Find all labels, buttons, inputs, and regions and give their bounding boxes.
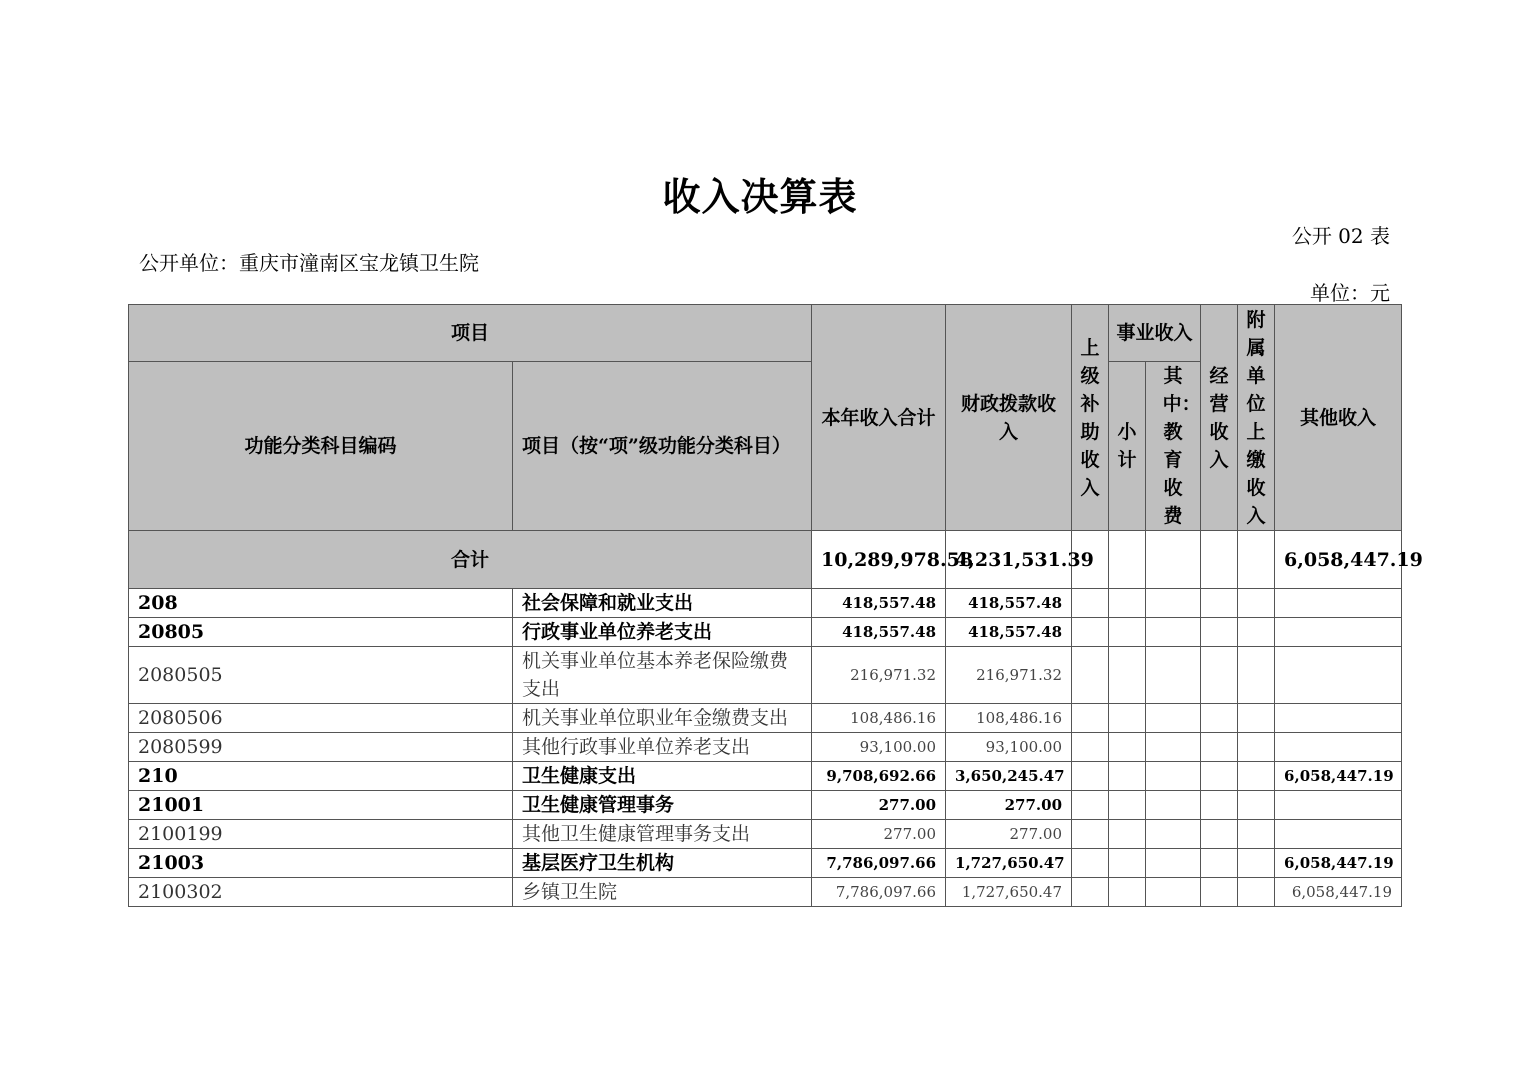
item-name-cell: 社会保障和就业支出 (513, 589, 812, 618)
other-income-cell: 6,058,447.19 (1275, 878, 1402, 907)
item-name-cell: 卫生健康支出 (513, 762, 812, 791)
subtotal-cell (1109, 878, 1146, 907)
subtotal-cell (1109, 618, 1146, 647)
subtotal-cell (1109, 820, 1146, 849)
code-cell: 2080506 (129, 704, 513, 733)
header-fiscal: 财政拨款收入 (946, 305, 1072, 531)
table-row (129, 647, 1402, 704)
superior-subsidy-cell (1072, 762, 1109, 791)
total-education-fee (1146, 531, 1201, 589)
other-income-cell (1275, 733, 1402, 762)
item-name-cell: 机关事业单位职业年金缴费支出 (513, 704, 812, 733)
education-fee-cell (1146, 704, 1201, 733)
operating-cell (1201, 647, 1238, 704)
other-income-cell (1275, 820, 1402, 849)
code-cell: 2080599 (129, 733, 513, 762)
other-income-cell (1275, 589, 1402, 618)
fiscal-cell: 3,650,245.47 (946, 762, 1072, 791)
subtotal-cell (1109, 589, 1146, 618)
affiliated-cell (1238, 618, 1275, 647)
code-cell: 2100199 (129, 820, 513, 849)
other-income-cell (1275, 791, 1402, 820)
superior-subsidy-cell (1072, 704, 1109, 733)
fiscal-cell: 1,727,650.47 (946, 849, 1072, 878)
fiscal-cell: 108,486.16 (946, 704, 1072, 733)
subtotal-cell (1109, 733, 1146, 762)
operating-cell (1201, 762, 1238, 791)
fiscal-cell: 277.00 (946, 791, 1072, 820)
table-row (129, 820, 1402, 849)
other-income-cell (1275, 618, 1402, 647)
total-label: 合计 (129, 531, 812, 589)
subtotal-cell (1109, 647, 1146, 704)
total-affiliated (1238, 531, 1275, 589)
table-row (129, 849, 1402, 878)
header-education-fee: 其中：教育收费 (1146, 362, 1201, 531)
operating-cell (1201, 878, 1238, 907)
total-other-value: 6,058,447.19 (1275, 531, 1402, 589)
operating-cell (1201, 589, 1238, 618)
header-business-income: 事业收入 (1109, 305, 1201, 362)
total-income-cell: 9,708,692.66 (812, 762, 946, 791)
education-fee-cell (1146, 762, 1201, 791)
affiliated-cell (1238, 647, 1275, 704)
education-fee-cell (1146, 733, 1201, 762)
education-fee-cell (1146, 849, 1201, 878)
page-title: 收入决算表 (662, 174, 858, 219)
total-income-cell: 7,786,097.66 (812, 878, 946, 907)
education-fee-cell (1146, 589, 1201, 618)
table-row (129, 618, 1402, 647)
item-name-cell: 行政事业单位养老支出 (513, 618, 812, 647)
table-row (129, 733, 1402, 762)
table-row (129, 762, 1402, 791)
total-subtotal (1109, 531, 1146, 589)
other-income-cell: 6,058,447.19 (1275, 849, 1402, 878)
code-cell: 21001 (129, 791, 513, 820)
total-income-cell: 277.00 (812, 791, 946, 820)
income-statement-table (128, 304, 1423, 907)
code-cell: 208 (129, 589, 513, 618)
operating-cell (1201, 849, 1238, 878)
total-income-cell: 277.00 (812, 820, 946, 849)
education-fee-cell (1146, 647, 1201, 704)
superior-subsidy-cell (1072, 618, 1109, 647)
superior-subsidy-cell (1072, 820, 1109, 849)
education-fee-cell (1146, 820, 1201, 849)
operating-cell (1201, 733, 1238, 762)
total-income-cell: 93,100.00 (812, 733, 946, 762)
operating-cell (1201, 618, 1238, 647)
code-cell: 2100302 (129, 878, 513, 907)
affiliated-cell (1238, 762, 1275, 791)
superior-subsidy-cell (1072, 589, 1109, 618)
affiliated-cell (1238, 878, 1275, 907)
subtotal-cell (1109, 849, 1146, 878)
other-income-cell (1275, 647, 1402, 704)
item-name-cell: 乡镇卫生院 (513, 878, 812, 907)
fiscal-cell: 418,557.48 (946, 618, 1072, 647)
item-name-cell: 基层医疗卫生机构 (513, 849, 812, 878)
subtotal-cell (1109, 704, 1146, 733)
operating-cell (1201, 704, 1238, 733)
affiliated-cell (1238, 791, 1275, 820)
superior-subsidy-cell (1072, 647, 1109, 704)
code-cell: 21003 (129, 849, 513, 878)
education-fee-cell (1146, 878, 1201, 907)
header-affiliated: 附属单位上缴收入 (1238, 305, 1275, 531)
affiliated-cell (1238, 704, 1275, 733)
item-name-cell: 卫生健康管理事务 (513, 791, 812, 820)
affiliated-cell (1238, 733, 1275, 762)
code-cell: 20805 (129, 618, 513, 647)
subtotal-cell (1109, 762, 1146, 791)
total-income-cell: 216,971.32 (812, 647, 946, 704)
other-income-cell: 6,058,447.19 (1275, 762, 1402, 791)
total-fiscal-value: 4,231,531.39 (946, 531, 1072, 589)
header-superior-subsidy: 上级补助收入 (1072, 305, 1109, 531)
reporting-unit: 公开单位：重庆市潼南区宝龙镇卫生院 (139, 251, 479, 275)
header-operating: 经营收入 (1201, 305, 1238, 531)
header-item: 项目（按“项”级功能分类科目） (513, 362, 812, 531)
total-income-cell: 418,557.48 (812, 589, 946, 618)
affiliated-cell (1238, 849, 1275, 878)
education-fee-cell (1146, 618, 1201, 647)
fiscal-cell: 216,971.32 (946, 647, 1072, 704)
total-income-cell: 108,486.16 (812, 704, 946, 733)
header-subtotal: 小计 (1109, 362, 1146, 531)
operating-cell (1201, 791, 1238, 820)
total-income-value: 10,289,978.58 (812, 531, 946, 589)
affiliated-cell (1238, 820, 1275, 849)
table-row (129, 704, 1402, 733)
education-fee-cell (1146, 791, 1201, 820)
header-total-income: 本年收入合计 (812, 305, 946, 531)
item-name-cell: 其他行政事业单位养老支出 (513, 733, 812, 762)
header-project: 项目 (129, 305, 812, 362)
currency-unit: 单位：元 (1310, 281, 1390, 305)
operating-cell (1201, 820, 1238, 849)
item-name-cell: 机关事业单位基本养老保险缴费支出 (513, 647, 812, 704)
fiscal-cell: 1,727,650.47 (946, 878, 1072, 907)
total-operating (1201, 531, 1238, 589)
table-row (129, 791, 1402, 820)
subtotal-cell (1109, 791, 1146, 820)
other-income-cell (1275, 704, 1402, 733)
fiscal-cell: 93,100.00 (946, 733, 1072, 762)
table-row (129, 589, 1402, 618)
total-income-cell: 418,557.48 (812, 618, 946, 647)
affiliated-cell (1238, 589, 1275, 618)
total-income-cell: 7,786,097.66 (812, 849, 946, 878)
superior-subsidy-cell (1072, 733, 1109, 762)
code-cell: 2080505 (129, 647, 513, 704)
code-cell: 210 (129, 762, 513, 791)
fiscal-cell: 277.00 (946, 820, 1072, 849)
header-other: 其他收入 (1275, 305, 1402, 531)
header-code: 功能分类科目编码 (129, 362, 513, 531)
superior-subsidy-cell (1072, 849, 1109, 878)
item-name-cell: 其他卫生健康管理事务支出 (513, 820, 812, 849)
superior-subsidy-cell (1072, 791, 1109, 820)
superior-subsidy-cell (1072, 878, 1109, 907)
form-number: 公开 02 表 (1291, 224, 1390, 248)
table-row (129, 878, 1402, 907)
fiscal-cell: 418,557.48 (946, 589, 1072, 618)
